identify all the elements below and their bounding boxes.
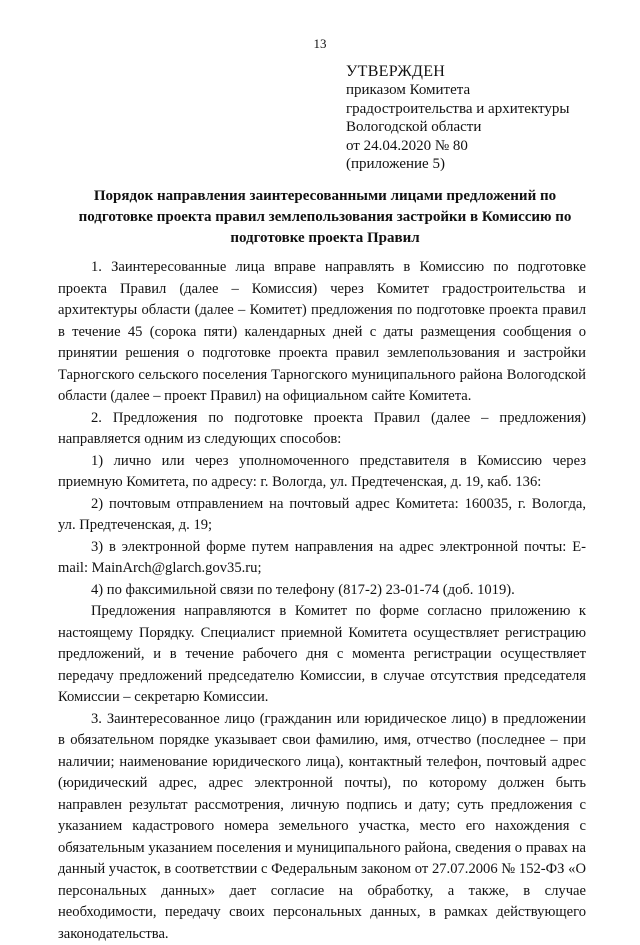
paragraph: 3) в электронной форме путем направления на адрес электронной почты: E-mail: MainArch@glarch.gov35.ru; xyxy=(58,537,586,580)
approval-line: от 24.04.2020 № 80 xyxy=(346,137,569,155)
paragraph: 1) лично или через уполномоченного представителя в Комиссию через приемную Комитета, по адресу: г. Вологда, ул. Предтеченская, д. 19, каб. 136: xyxy=(58,451,586,494)
document-title: Порядок направления заинтересованными лицами предложений по подготовке проекта правил землепользования застройки в Комиссию по подготовке проекта Правил xyxy=(60,186,590,249)
approval-stamp: УТВЕРЖДЕН xyxy=(346,63,569,81)
document-body xyxy=(58,257,586,945)
paragraph: 4) по факсимильной связи по телефону (817-2) 23-01-74 (доб. 1019). xyxy=(58,580,586,602)
approval-line: градостроительства и архитектуры xyxy=(346,100,569,118)
approval-block xyxy=(346,63,569,173)
paragraph: 2. Предложения по подготовке проекта Правил (далее – предложения) направляется одним из следующих способов: xyxy=(58,408,586,451)
paragraph: 3. Заинтересованное лицо (гражданин или юридическое лицо) в предложении в обязательном порядке указывает свои фамилию, имя, отчество (последнее – при наличии; наименование юридического лица), контактный телефон, почтовый адрес (юридический адрес, адрес электронной почты), по которому должен быть направлен результат рассмотрения, личную подпись и дату; суть предложения с указанием кадастрового номера земельного участка, место его нахождения с обязательным указанием поселения и муниципального района, сведения о правах на данный участок, в соответствии с Федеральным законом от 27.07.2006 № 152-ФЗ «О персональных данных» дает согласие на обработку, а также, в случае необходимости, передачу своих персональных данных, в рамках действующего законодательства. xyxy=(58,709,586,945)
paragraph: 2) почтовым отправлением на почтовый адрес Комитета: 160035, г. Вологда, ул. Предтеченская, д. 19; xyxy=(58,494,586,537)
paragraph: Предложения направляются в Комитет по форме согласно приложению к настоящему Порядку. Специалист приемной Комитета осуществляет регистрацию предложений, и в течение рабочего дня с момента регистрации осуществляет передачу предложений председателю Комиссии, в случае отсутствия председателя Комиссии – секретарю Комиссии. xyxy=(58,601,586,709)
paragraph: 1. Заинтересованные лица вправе направлять в Комиссию по подготовке проекта Правил (далее – Комиссия) через Комитет градостроительства и архитектуры области (далее – Комитет) предложения по подготовке проекта правил в течение 45 (сорока пяти) календарных дней с даты размещения сообщения о принятии решения о подготовке проекта правил землепользования и застройки Тарногского сельского поселения Тарногского муниципального района Вологодской области (далее – проект Правил) на официальном сайте Комитета. xyxy=(58,257,586,408)
approval-line: Вологодской области xyxy=(346,118,569,136)
page-number: 13 xyxy=(0,36,640,52)
approval-line: (приложение 5) xyxy=(346,155,569,173)
approval-line: приказом Комитета xyxy=(346,81,569,99)
